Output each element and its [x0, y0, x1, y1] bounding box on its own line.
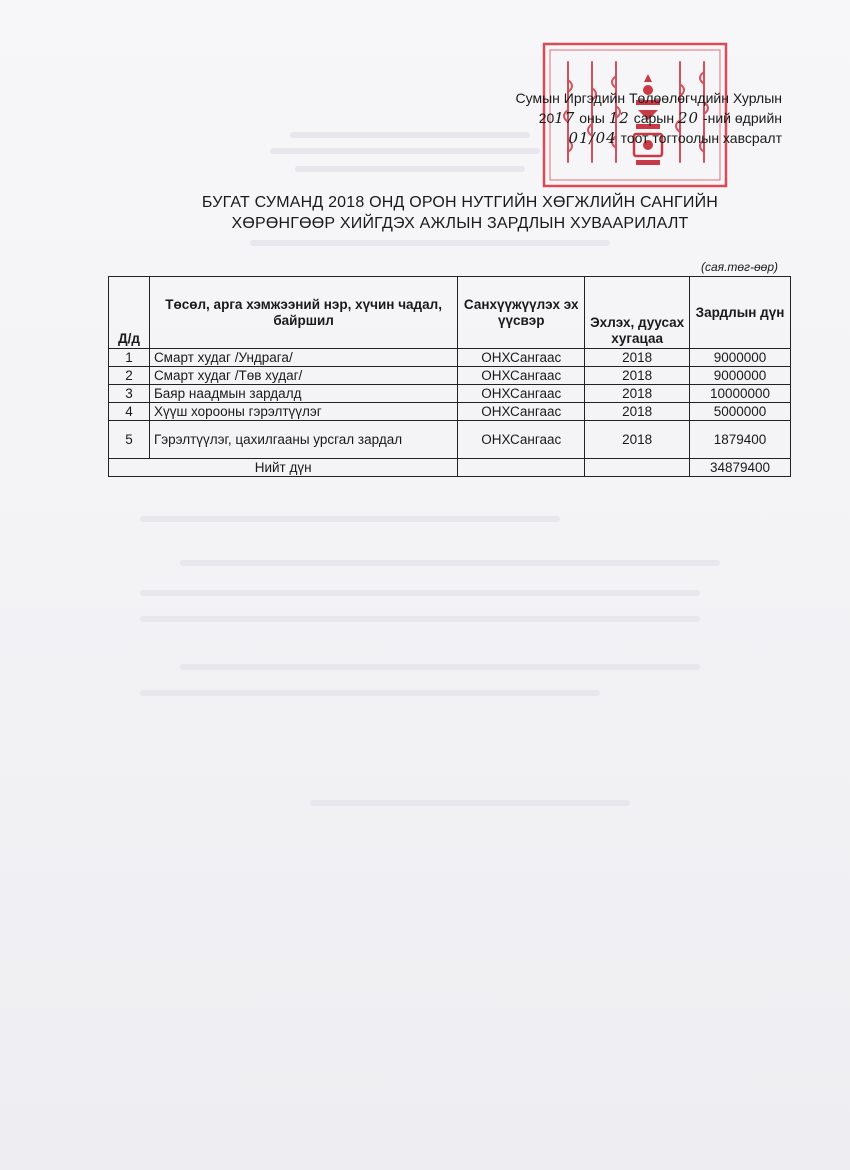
row-num: 3: [109, 385, 150, 403]
document-title: [140, 192, 780, 234]
budget-table: [108, 276, 791, 477]
unit-note: (сая.төг-өөр): [700, 260, 778, 274]
row-source: ОНХСангаас: [458, 349, 585, 367]
total-label: Нийт дүн: [109, 459, 458, 477]
row-name: Смарт худаг /Ундрага/: [149, 349, 457, 367]
total-empty-cell: [458, 459, 585, 477]
row-source: ОНХСангаас: [458, 403, 585, 421]
row-amount: 9000000: [690, 367, 791, 385]
handwritten-decision-number: 01/04: [568, 129, 617, 147]
date-prefix: 20: [538, 110, 555, 126]
row-amount: 10000000: [690, 385, 791, 403]
decision-number-suffix: тоот тогтоолын хавсралт: [616, 130, 782, 146]
header-num: Д/д: [109, 277, 150, 349]
council-name: Сумын Иргэдийн Төлөөлөгчдийн Хурлын: [515, 90, 782, 106]
bleed-through-line: [295, 166, 525, 172]
attachment-header: [516, 88, 783, 148]
table-row: [109, 349, 791, 367]
date-mid-2: сарын: [629, 110, 678, 126]
row-source: ОНХСангаас: [458, 385, 585, 403]
row-name: [149, 421, 457, 459]
row-amount: 5000000: [690, 403, 791, 421]
header-source: Санхүүжүүлэх эх үүсвэр: [458, 277, 585, 349]
row-source: ОНХСангаас: [458, 367, 585, 385]
header-amount: Зардлын дүн: [690, 277, 791, 349]
bleed-through-line: [140, 590, 700, 596]
bleed-through-line: [180, 560, 720, 566]
row-name-text: Гэрэлтүүлэг, цахилгааны урсгал зардал: [153, 431, 403, 447]
bleed-through-line: [270, 148, 540, 154]
row-num: 1: [109, 349, 150, 367]
row-num: 2: [109, 367, 150, 385]
decision-number-line: [516, 128, 783, 148]
total-empty-cell: [585, 459, 690, 477]
decision-date-line: [516, 108, 783, 128]
handwritten-day: 20: [677, 109, 700, 127]
bleed-through-line: [250, 240, 610, 246]
title-line-2: ХӨРӨНГӨӨР ХИЙГДЭХ АЖЛЫН ЗАРДЛЫН ХУВААРИЛАЛТ: [231, 215, 689, 232]
row-year: 2018: [585, 367, 690, 385]
handwritten-year: 17: [554, 109, 576, 127]
row-year: 2018: [585, 385, 690, 403]
row-year: 2018: [585, 403, 690, 421]
title-line-1: БУГАТ СУМАНД 2018 ОНД ОРОН НУТГИЙН ХӨГЖЛИЙН САНГИЙН: [201, 194, 719, 211]
table-header-row: [109, 277, 791, 349]
bleed-through-line: [140, 516, 560, 522]
row-year: 2018: [585, 421, 690, 459]
table-row: [109, 403, 791, 421]
header-name: Төсөл, арга хэмжээний нэр, хүчин чадал, байршил: [149, 277, 457, 349]
row-source: ОНХСангаас: [458, 421, 585, 459]
bleed-through-line: [140, 616, 700, 622]
date-suffix: -ний өдрийн: [699, 110, 782, 126]
row-name: Баяр наадмын зардалд: [149, 385, 457, 403]
handwritten-month: 12: [608, 109, 630, 127]
row-year: 2018: [585, 349, 690, 367]
row-name: Смарт худаг /Төв худаг/: [149, 367, 457, 385]
table-row: [109, 367, 791, 385]
bleed-through-line: [310, 800, 630, 806]
date-mid-1: оны: [575, 110, 609, 126]
table-total-row: [109, 459, 791, 477]
table-row: [109, 385, 791, 403]
row-amount: 1879400: [690, 421, 791, 459]
row-num: 4: [109, 403, 150, 421]
bleed-through-line: [290, 132, 530, 138]
total-amount: 34879400: [690, 459, 791, 477]
bleed-through-line: [180, 664, 700, 670]
table-row: [109, 421, 791, 459]
row-amount: 9000000: [690, 349, 791, 367]
bleed-through-line: [140, 690, 600, 696]
row-num: 5: [109, 421, 150, 459]
row-name: Хүүш хорооны гэрэлтүүлэг: [149, 403, 457, 421]
header-period: Эхлэх, дуусах хугацаа: [585, 277, 690, 349]
